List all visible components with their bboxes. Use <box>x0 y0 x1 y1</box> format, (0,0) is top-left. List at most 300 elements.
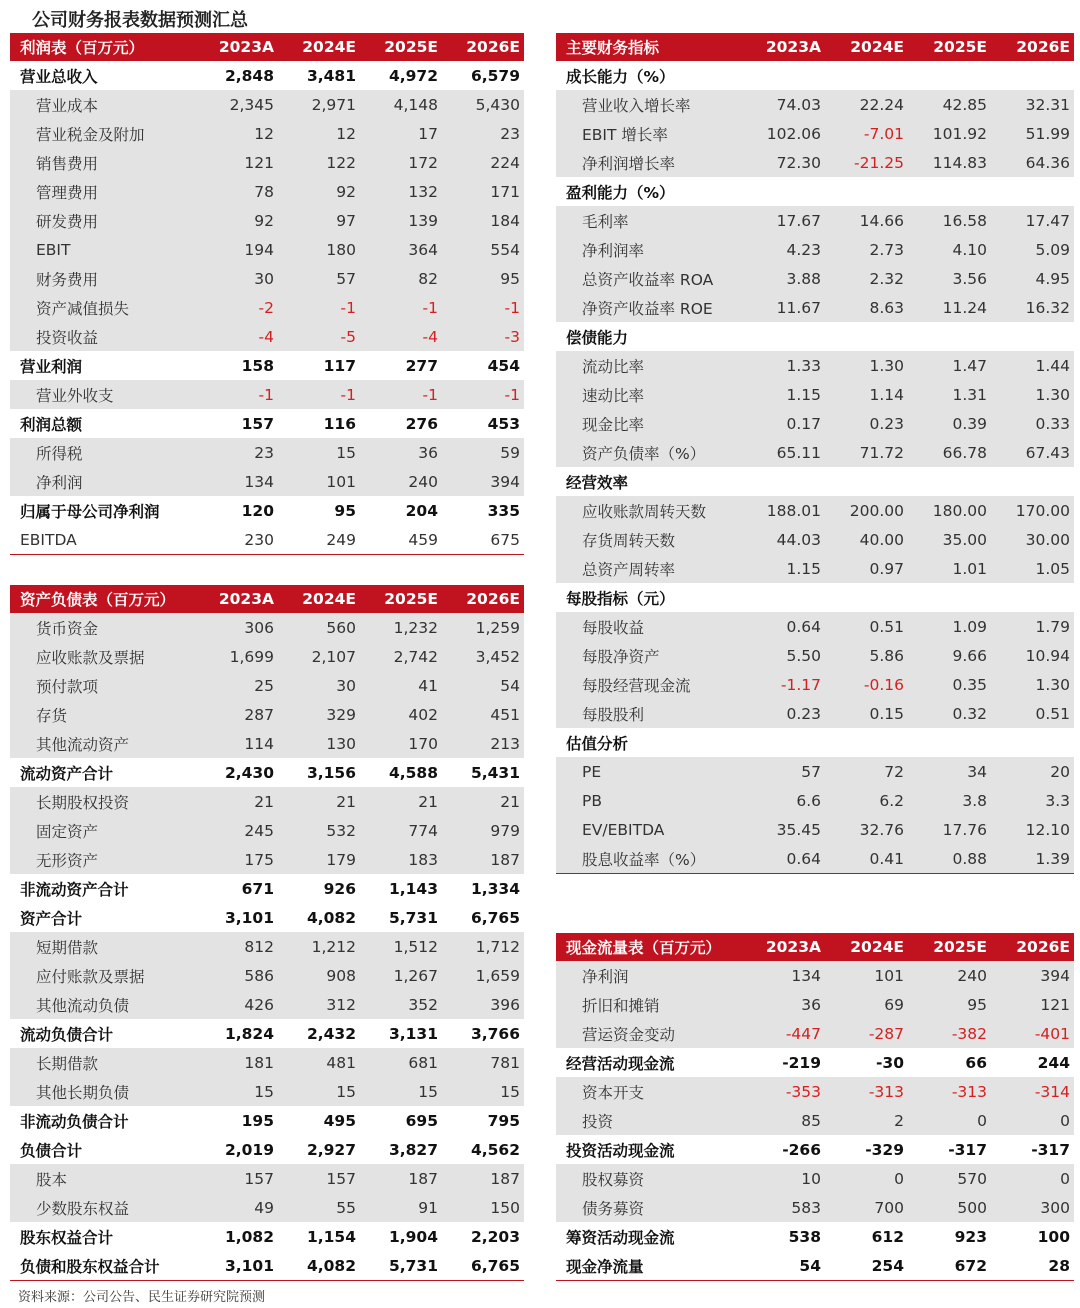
cell-value: 2,203 <box>442 1222 524 1251</box>
year-header: 2025E <box>908 933 991 961</box>
cell-value: 21 <box>196 787 278 816</box>
cell-value: 1.30 <box>991 380 1074 409</box>
cell-value <box>742 322 825 351</box>
cell-value <box>825 467 908 496</box>
cell-value <box>742 61 825 90</box>
cell-value: 329 <box>278 700 360 729</box>
cell-value: 195 <box>196 1106 278 1135</box>
cell-value: -7.01 <box>825 119 908 148</box>
row-label: 毛利率 <box>556 206 742 235</box>
cell-value: 114 <box>196 729 278 758</box>
table-row <box>10 380 524 409</box>
cell-value: 10.94 <box>991 641 1074 670</box>
table-row <box>556 409 1074 438</box>
cell-value <box>991 583 1074 612</box>
cell-value: -5 <box>278 322 360 351</box>
cell-value <box>825 322 908 351</box>
cell-value: -314 <box>991 1077 1074 1106</box>
cell-value: 277 <box>360 351 442 380</box>
cell-value: -382 <box>908 1019 991 1048</box>
cell-value: 22.24 <box>825 90 908 119</box>
cell-value: 402 <box>360 700 442 729</box>
table-row <box>10 293 524 322</box>
cell-value: 66.78 <box>908 438 991 467</box>
table-row <box>10 1164 524 1193</box>
cell-value: 979 <box>442 816 524 845</box>
table-header-row <box>10 33 524 61</box>
row-label: 其他流动资产 <box>10 729 196 758</box>
cell-value: 59 <box>442 438 524 467</box>
table-row <box>10 816 524 845</box>
cell-value: 55 <box>278 1193 360 1222</box>
cell-value: 95 <box>278 496 360 525</box>
cell-value <box>908 467 991 496</box>
row-label: 净资产收益率 ROE <box>556 293 742 322</box>
cell-value: -1 <box>360 293 442 322</box>
cell-value: 554 <box>442 235 524 264</box>
cell-value: 157 <box>196 1164 278 1193</box>
row-label: 资产合计 <box>10 903 196 932</box>
row-label: 负债和股东权益合计 <box>10 1251 196 1281</box>
table-row <box>556 1193 1074 1222</box>
table-row <box>10 409 524 438</box>
row-label: 资产负债率（%） <box>556 438 742 467</box>
year-header: 2023A <box>196 585 278 613</box>
cell-value: 240 <box>360 467 442 496</box>
cell-value: 54 <box>742 1251 825 1281</box>
cell-value: 95 <box>908 990 991 1019</box>
row-label: 盈利能力（%） <box>556 177 742 206</box>
cell-value: 21 <box>278 787 360 816</box>
table-row <box>556 1106 1074 1135</box>
row-label: 流动比率 <box>556 351 742 380</box>
cell-value: 923 <box>908 1222 991 1251</box>
cell-value: 695 <box>360 1106 442 1135</box>
cell-value: 1,659 <box>442 961 524 990</box>
table-row <box>10 700 524 729</box>
row-label: 无形资产 <box>10 845 196 874</box>
cell-value: 1.33 <box>742 351 825 380</box>
year-header: 2023A <box>196 33 278 61</box>
row-label: 筹资活动现金流 <box>556 1222 742 1251</box>
cell-value: -1 <box>278 380 360 409</box>
cell-value: 700 <box>825 1193 908 1222</box>
table-row <box>556 583 1074 612</box>
cell-value: 426 <box>196 990 278 1019</box>
cell-value <box>742 467 825 496</box>
cell-value: -313 <box>908 1077 991 1106</box>
row-label: 固定资产 <box>10 816 196 845</box>
cell-value: 12 <box>196 119 278 148</box>
cell-value: 2,927 <box>278 1135 360 1164</box>
cell-value: 774 <box>360 816 442 845</box>
cell-value: 0.35 <box>908 670 991 699</box>
row-label: 营运资金变动 <box>556 1019 742 1048</box>
cell-value: 454 <box>442 351 524 380</box>
table-row <box>10 1019 524 1048</box>
row-label: 营业税金及附加 <box>10 119 196 148</box>
cell-value: 3.56 <box>908 264 991 293</box>
cell-value: 1,267 <box>360 961 442 990</box>
cell-value: 4.10 <box>908 235 991 264</box>
table-row <box>556 1019 1074 1048</box>
cell-value: 287 <box>196 700 278 729</box>
cell-value: 15 <box>278 1077 360 1106</box>
cell-value: 3.88 <box>742 264 825 293</box>
table-row <box>556 641 1074 670</box>
table-row <box>556 670 1074 699</box>
table-row <box>10 758 524 787</box>
row-label: 现金比率 <box>556 409 742 438</box>
table-row <box>556 1251 1074 1281</box>
cell-value: -1 <box>196 380 278 409</box>
row-label: EV/EBITDA <box>556 815 742 844</box>
cell-value: 5.09 <box>991 235 1074 264</box>
year-header: 2024E <box>825 33 908 61</box>
cell-value: 364 <box>360 235 442 264</box>
cell-value: 30.00 <box>991 525 1074 554</box>
cell-value: 15 <box>442 1077 524 1106</box>
cell-value: 181 <box>196 1048 278 1077</box>
cell-value: 82 <box>360 264 442 293</box>
cell-value <box>825 61 908 90</box>
cell-value: 245 <box>196 816 278 845</box>
row-label: 管理费用 <box>10 177 196 206</box>
year-header: 2023A <box>742 33 825 61</box>
row-label: 投资 <box>556 1106 742 1135</box>
cell-value: 249 <box>278 525 360 555</box>
row-label: 股东权益合计 <box>10 1222 196 1251</box>
cell-value: 276 <box>360 409 442 438</box>
cell-value: 908 <box>278 961 360 990</box>
cell-value <box>991 728 1074 757</box>
cell-value: -1 <box>360 380 442 409</box>
table-header-row <box>556 933 1074 961</box>
cell-value: 240 <box>908 961 991 990</box>
table-row <box>556 1048 1074 1077</box>
row-label: 现金净流量 <box>556 1251 742 1281</box>
row-label: 成长能力（%） <box>556 61 742 90</box>
row-label: 营业利润 <box>10 351 196 380</box>
row-label: PE <box>556 757 742 786</box>
cell-value: 6.2 <box>825 786 908 815</box>
table-row <box>10 961 524 990</box>
cell-value: 4,562 <box>442 1135 524 1164</box>
row-label: 非流动负债合计 <box>10 1106 196 1135</box>
cell-value: 17.67 <box>742 206 825 235</box>
cell-value: 6,579 <box>442 61 524 90</box>
row-label: EBITDA <box>10 525 196 555</box>
cell-value: 681 <box>360 1048 442 1077</box>
row-label: 偿债能力 <box>556 322 742 351</box>
cell-value: 35.00 <box>908 525 991 554</box>
row-label: 负债合计 <box>10 1135 196 1164</box>
cell-value: 100 <box>991 1222 1074 1251</box>
cell-value: 2,019 <box>196 1135 278 1164</box>
cell-value: 14.66 <box>825 206 908 235</box>
cell-value: 500 <box>908 1193 991 1222</box>
table-row <box>10 438 524 467</box>
row-label: 其他流动负债 <box>10 990 196 1019</box>
cell-value: 459 <box>360 525 442 555</box>
cell-value: 71.72 <box>825 438 908 467</box>
cell-value: 1,712 <box>442 932 524 961</box>
cell-value: 1.39 <box>991 844 1074 874</box>
cell-value: 2,848 <box>196 61 278 90</box>
cell-value: 12 <box>278 119 360 148</box>
cell-value: 28 <box>991 1251 1074 1281</box>
cell-value: 72.30 <box>742 148 825 177</box>
year-header: 2024E <box>278 585 360 613</box>
table-row <box>556 815 1074 844</box>
cell-value: 180.00 <box>908 496 991 525</box>
cell-value <box>991 177 1074 206</box>
cell-value: 175 <box>196 845 278 874</box>
row-label: 总资产收益率 ROA <box>556 264 742 293</box>
cell-value: 1,512 <box>360 932 442 961</box>
cell-value: 612 <box>825 1222 908 1251</box>
row-label: 每股经营现金流 <box>556 670 742 699</box>
row-label: 预付款项 <box>10 671 196 700</box>
table-row <box>10 874 524 903</box>
cell-value: 36 <box>360 438 442 467</box>
table-header-row <box>556 33 1074 61</box>
cell-value: 150 <box>442 1193 524 1222</box>
table-row <box>10 671 524 700</box>
cell-value <box>908 728 991 757</box>
row-label: 经营活动现金流 <box>556 1048 742 1077</box>
cell-value: 1.01 <box>908 554 991 583</box>
cell-value <box>908 177 991 206</box>
cell-value: 3,101 <box>196 1251 278 1281</box>
cell-value: 6,765 <box>442 903 524 932</box>
table-row <box>556 990 1074 1019</box>
table-row <box>10 1193 524 1222</box>
cell-value: 1,259 <box>442 613 524 642</box>
cell-value <box>742 583 825 612</box>
cell-value: -2 <box>196 293 278 322</box>
cell-value: 65.11 <box>742 438 825 467</box>
cell-value: 32.76 <box>825 815 908 844</box>
cell-value: 4,972 <box>360 61 442 90</box>
row-label: 每股收益 <box>556 612 742 641</box>
cell-value: 132 <box>360 177 442 206</box>
table-row <box>556 1135 1074 1164</box>
cell-value: 0.64 <box>742 612 825 641</box>
row-label: 流动资产合计 <box>10 758 196 787</box>
year-header: 2025E <box>360 33 442 61</box>
table-row <box>556 264 1074 293</box>
table-row <box>556 322 1074 351</box>
cell-value: 812 <box>196 932 278 961</box>
cell-value: 5.50 <box>742 641 825 670</box>
cell-value: -317 <box>991 1135 1074 1164</box>
cell-value: 42.85 <box>908 90 991 119</box>
table-row <box>10 845 524 874</box>
row-label: 营业总收入 <box>10 61 196 90</box>
cell-value: -0.16 <box>825 670 908 699</box>
row-label: 资本开支 <box>556 1077 742 1106</box>
cell-value: 179 <box>278 845 360 874</box>
cell-value: 538 <box>742 1222 825 1251</box>
table-row <box>10 90 524 119</box>
cell-value <box>991 61 1074 90</box>
cell-value: 8.63 <box>825 293 908 322</box>
cell-value: -3 <box>442 322 524 351</box>
row-label: 流动负债合计 <box>10 1019 196 1048</box>
cell-value: -287 <box>825 1019 908 1048</box>
cell-value: 453 <box>442 409 524 438</box>
cell-value: -447 <box>742 1019 825 1048</box>
cell-value: 560 <box>278 613 360 642</box>
cell-value: 187 <box>442 1164 524 1193</box>
table-row <box>556 119 1074 148</box>
cell-value: 586 <box>196 961 278 990</box>
row-label: 经营效率 <box>556 467 742 496</box>
cell-value: 69 <box>825 990 908 1019</box>
table-row <box>556 554 1074 583</box>
row-label: 资产减值损失 <box>10 293 196 322</box>
cell-value: 49 <box>196 1193 278 1222</box>
cell-value: 4,148 <box>360 90 442 119</box>
cell-value: 101.92 <box>908 119 991 148</box>
row-label: 估值分析 <box>556 728 742 757</box>
cell-value: 200.00 <box>825 496 908 525</box>
cell-value: 312 <box>278 990 360 1019</box>
table-row <box>556 496 1074 525</box>
cell-value: 35.45 <box>742 815 825 844</box>
table-row <box>556 612 1074 641</box>
table-row <box>556 235 1074 264</box>
table-row <box>556 1222 1074 1251</box>
row-label: 所得税 <box>10 438 196 467</box>
cell-value: 0.41 <box>825 844 908 874</box>
cell-value: 300 <box>991 1193 1074 1222</box>
row-label: 每股股利 <box>556 699 742 728</box>
cell-value: 187 <box>442 845 524 874</box>
row-label: 净利润增长率 <box>556 148 742 177</box>
table-row <box>556 786 1074 815</box>
cell-value: -1 <box>278 293 360 322</box>
cell-value: 451 <box>442 700 524 729</box>
table-row <box>10 1048 524 1077</box>
row-label: 存货周转天数 <box>556 525 742 554</box>
cell-value: 188.01 <box>742 496 825 525</box>
cell-value: 0.23 <box>825 409 908 438</box>
cell-value: 183 <box>360 845 442 874</box>
cell-value: 95 <box>442 264 524 293</box>
cell-value: 1,699 <box>196 642 278 671</box>
table-title: 资产负债表（百万元） <box>10 585 196 613</box>
table-row <box>10 990 524 1019</box>
cell-value: 2.73 <box>825 235 908 264</box>
row-label: 净利润率 <box>556 235 742 264</box>
cell-value: 170 <box>360 729 442 758</box>
table-row <box>556 961 1074 990</box>
cell-value: 0 <box>825 1164 908 1193</box>
cell-value: 1.15 <box>742 380 825 409</box>
row-label: 每股净资产 <box>556 641 742 670</box>
cell-value: 116 <box>278 409 360 438</box>
cell-value: 30 <box>278 671 360 700</box>
cell-value: 25 <box>196 671 278 700</box>
cell-value: 0.32 <box>908 699 991 728</box>
cell-value: 6.6 <box>742 786 825 815</box>
cell-value: 11.67 <box>742 293 825 322</box>
cell-value <box>908 61 991 90</box>
cell-value: 23 <box>196 438 278 467</box>
table-row <box>10 903 524 932</box>
cell-value: 1.47 <box>908 351 991 380</box>
row-label: EBIT 增长率 <box>556 119 742 148</box>
cell-value: 157 <box>278 1164 360 1193</box>
cell-value: 36 <box>742 990 825 1019</box>
cell-value: 9.66 <box>908 641 991 670</box>
cell-value: 3.3 <box>991 786 1074 815</box>
year-header: 2024E <box>825 933 908 961</box>
row-label: 财务费用 <box>10 264 196 293</box>
row-label: 营业成本 <box>10 90 196 119</box>
row-label: 归属于母公司净利润 <box>10 496 196 525</box>
table-row <box>10 932 524 961</box>
cell-value: -219 <box>742 1048 825 1077</box>
cell-value: 0.51 <box>991 699 1074 728</box>
cell-value <box>825 583 908 612</box>
cell-value: 1.30 <box>825 351 908 380</box>
cell-value: 5,731 <box>360 1251 442 1281</box>
cell-value: 1.09 <box>908 612 991 641</box>
cell-value: 11.24 <box>908 293 991 322</box>
cell-value: 1.15 <box>742 554 825 583</box>
cell-value: 78 <box>196 177 278 206</box>
cell-value: 10 <box>742 1164 825 1193</box>
cell-value: 3,156 <box>278 758 360 787</box>
cell-value: 0.51 <box>825 612 908 641</box>
cell-value: 1,154 <box>278 1222 360 1251</box>
table-row <box>10 729 524 758</box>
table-row <box>556 438 1074 467</box>
table-row <box>10 525 524 555</box>
row-label: 营业外收支 <box>10 380 196 409</box>
cell-value: 2.32 <box>825 264 908 293</box>
cell-value: 97 <box>278 206 360 235</box>
table-row <box>10 1106 524 1135</box>
table-row <box>556 844 1074 874</box>
cell-value: 671 <box>196 874 278 903</box>
row-label: 投资活动现金流 <box>556 1135 742 1164</box>
cell-value: 1.14 <box>825 380 908 409</box>
cell-value: 306 <box>196 613 278 642</box>
row-label: EBIT <box>10 235 196 264</box>
row-label: 应收账款及票据 <box>10 642 196 671</box>
cell-value: 0.33 <box>991 409 1074 438</box>
cell-value: 1,824 <box>196 1019 278 1048</box>
year-header: 2024E <box>278 33 360 61</box>
year-header: 2025E <box>908 33 991 61</box>
table-title: 利润表（百万元） <box>10 33 196 61</box>
cell-value: 102.06 <box>742 119 825 148</box>
cell-value: 1.05 <box>991 554 1074 583</box>
cell-value: 1,212 <box>278 932 360 961</box>
table-row <box>556 61 1074 90</box>
cell-value: -266 <box>742 1135 825 1164</box>
row-label: 利润总额 <box>10 409 196 438</box>
table-row <box>556 1164 1074 1193</box>
cell-value: 204 <box>360 496 442 525</box>
table-row <box>556 699 1074 728</box>
cell-value: 121 <box>991 990 1074 1019</box>
year-header: 2025E <box>360 585 442 613</box>
